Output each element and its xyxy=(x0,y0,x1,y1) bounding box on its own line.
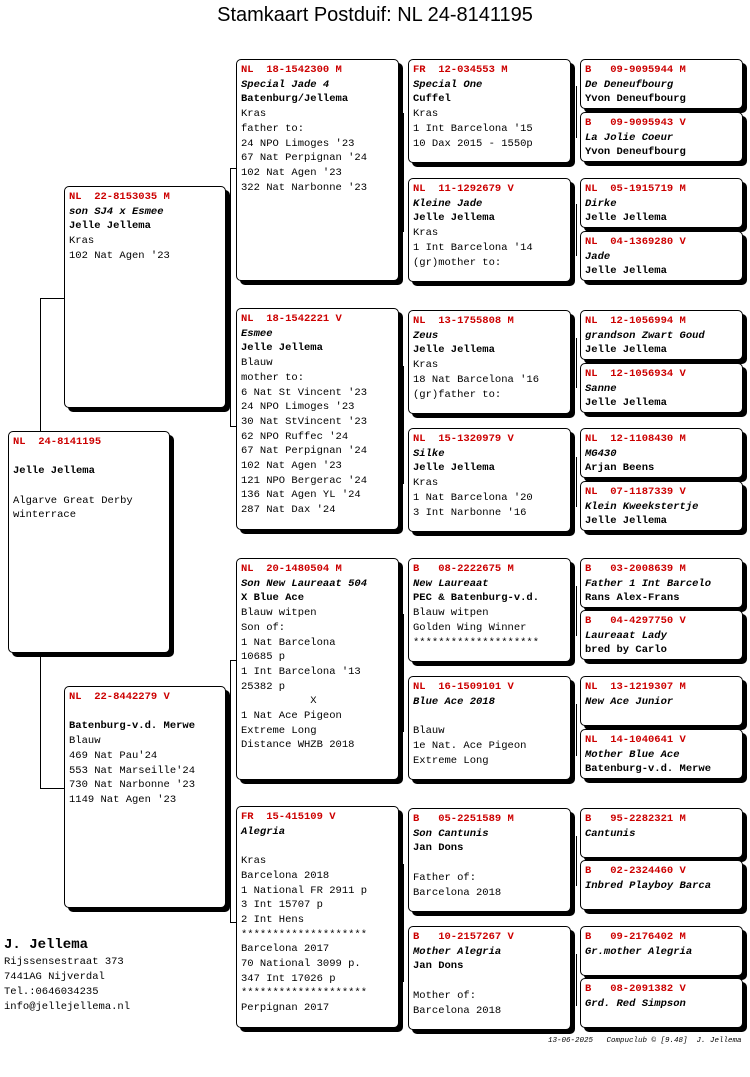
breeder-name: Jelle Jellema xyxy=(585,397,667,410)
info-line: 67 Nat Perpignan '24 xyxy=(241,152,368,165)
info-line: 1 Nat Barcelona xyxy=(241,636,336,649)
fff-card[interactable] xyxy=(408,59,571,163)
info-line: 67 Nat Perpignan '24 xyxy=(241,445,368,458)
info-line: 62 NPO Ruffec '24 xyxy=(241,430,349,443)
breeder-name: Jelle Jellema xyxy=(585,515,667,528)
breeder-name: Jelle Jellema xyxy=(413,344,495,357)
connector-line xyxy=(403,113,404,232)
mfm-card[interactable] xyxy=(408,676,571,780)
info-line: Barcelona 2017 xyxy=(241,943,330,956)
ring-number: FR 15-415109 V xyxy=(241,811,336,823)
breeder-name: Jan Dons xyxy=(413,960,464,973)
pigeon-name: Silke xyxy=(413,447,445,460)
connector-line xyxy=(576,457,577,507)
ring-number: NL 20-1480504 M xyxy=(241,563,342,575)
info-line: Barcelona 2018 xyxy=(413,886,502,899)
pigeon-name: New Ace Junior xyxy=(585,695,674,708)
info-line: 322 Nat Narbonne '23 xyxy=(241,181,368,194)
breeder-name: Yvon Deneufbourg xyxy=(585,93,686,106)
pigeon-name: Zeus xyxy=(413,329,439,342)
ring-number: NL 22-8442279 V xyxy=(69,691,170,703)
owner-city: 7441AG Nijverdal xyxy=(4,971,105,983)
connector-line xyxy=(576,586,577,636)
father-mother-card[interactable] xyxy=(236,308,399,530)
info-line: 1 Int Barcelona '15 xyxy=(413,122,533,135)
breeder-name xyxy=(585,1011,738,1026)
info-line: 30 Nat StVincent '23 xyxy=(241,415,368,428)
info-line: 1e Nat. Ace Pigeon xyxy=(413,739,527,752)
info-line: (gr)father to: xyxy=(413,388,502,401)
breeder-name: Batenburg-v.d. Merwe xyxy=(585,763,712,776)
info-line: Golden Wing Winner xyxy=(413,621,527,634)
info-line: winterrace xyxy=(13,509,77,522)
info-line: 1 Nat Ace Pigeon xyxy=(241,710,342,723)
info-line: 469 Nat Pau'24 xyxy=(69,749,158,762)
pigeon-name: New Laureaat xyxy=(413,577,489,590)
g4-card[interactable] xyxy=(580,428,743,478)
pigeon-name: Gr.mother Alegria xyxy=(585,945,693,958)
info-line: 70 National 3099 p. xyxy=(241,958,361,971)
info-line: 136 Nat Agen YL '24 xyxy=(241,489,361,502)
g4-card[interactable] xyxy=(580,860,743,910)
info-line: 1149 Nat Agen '23 xyxy=(69,793,177,806)
breeder-name: Batenburg/Jellema xyxy=(241,93,349,106)
breeder-name: Arjan Beens xyxy=(585,462,655,475)
info-line: Extreme Long xyxy=(241,724,317,737)
owner-block xyxy=(4,935,130,1015)
breeder-name xyxy=(585,959,738,974)
g4-card[interactable] xyxy=(580,310,743,360)
breeder-name xyxy=(585,841,738,856)
connector-line xyxy=(40,298,65,299)
ring-number: NL 18-1542221 V xyxy=(241,313,342,325)
ring-number: NL 14-1040641 V xyxy=(585,734,686,746)
ring-number: B 09-9095944 M xyxy=(585,64,686,76)
connector-line xyxy=(403,864,404,982)
father-father-card[interactable] xyxy=(236,59,399,281)
info-line: Kras xyxy=(241,108,267,121)
pigeon-name: Kleine Jade xyxy=(413,197,483,210)
fmm-card[interactable] xyxy=(408,428,571,532)
pigeon-name: Laureaat Lady xyxy=(585,629,667,642)
info-line: mother to: xyxy=(241,371,305,384)
mmm-card[interactable] xyxy=(408,926,571,1030)
breeder-name: Yvon Deneufbourg xyxy=(585,146,686,159)
pigeon-name: Special One xyxy=(413,78,483,91)
info-line: Kras xyxy=(413,359,439,372)
info-line: Blauw xyxy=(413,725,445,738)
info-line: Kras xyxy=(413,477,439,490)
pigeon-name: grandson Zwart Goud xyxy=(585,329,705,342)
info-line: Distance WHZB 2018 xyxy=(241,739,355,752)
ring-number: B 03-2008639 M xyxy=(585,563,686,575)
info-line: Kras xyxy=(241,855,267,868)
g4-card[interactable] xyxy=(580,729,743,779)
pigeon-name: Grd. Red Simpson xyxy=(585,997,686,1010)
ring-number: NL 13-1755808 M xyxy=(413,315,514,327)
ring-number: NL 12-1056934 V xyxy=(585,368,686,380)
pigeon-name: Inbred Playboy Barca xyxy=(585,879,712,892)
connector-line xyxy=(40,298,41,431)
pigeon-name: Special Jade 4 xyxy=(241,78,330,91)
info-line: 553 Nat Marseille'24 xyxy=(69,764,196,777)
breeder-name xyxy=(585,893,738,908)
mother-father-card[interactable] xyxy=(236,558,399,780)
connector-line xyxy=(576,954,577,1006)
info-line: Blauw witpen xyxy=(241,607,317,620)
page-title: Stamkaart Postduif: NL 24-8141195 xyxy=(217,4,533,26)
info-line xyxy=(13,450,165,465)
connector-line xyxy=(403,614,404,732)
owner-name: J. Jellema xyxy=(4,937,89,953)
info-line: 1 Nat Barcelona '20 xyxy=(413,491,533,504)
info-line: 730 Nat Narbonne '23 xyxy=(69,779,196,792)
info-line: 1 Int Barcelona '13 xyxy=(241,665,361,678)
ring-number: NL 22-8153035 M xyxy=(69,191,170,203)
info-line: Blauw xyxy=(241,357,273,370)
pigeon-name: Mother Alegria xyxy=(413,945,502,958)
connector-line xyxy=(576,836,577,886)
connector-line xyxy=(230,168,231,426)
ring-number: NL 12-1108430 M xyxy=(585,433,686,445)
breeder-name: Jelle Jellema xyxy=(413,462,495,475)
ring-number: NL 15-1320979 V xyxy=(413,433,514,445)
mff-card[interactable] xyxy=(408,558,571,662)
info-line: 102 Nat Agen '23 xyxy=(69,249,170,262)
ring-number: B 95-2282321 M xyxy=(585,813,686,825)
breeder-name: Jelle Jellema xyxy=(241,342,323,355)
ring-number: NL 24-8141195 xyxy=(13,436,102,448)
ring-number: B 08-2222675 M xyxy=(413,563,514,575)
breeder-name: PEC & Batenburg-v.d. xyxy=(413,592,540,605)
connector-line xyxy=(576,704,577,756)
breeder-name: Jelle Jellema xyxy=(413,212,495,225)
info-line: ******************** xyxy=(241,928,368,941)
info-line: Barcelona 2018 xyxy=(241,869,330,882)
info-line xyxy=(413,856,566,871)
ring-number: FR 12-034553 M xyxy=(413,64,508,76)
pigeon-name: Father 1 Int Barcelo xyxy=(585,577,712,590)
info-line: 18 Nat Barcelona '16 xyxy=(413,373,540,386)
info-line: 102 Nat Agen '23 xyxy=(241,460,342,473)
g4-card[interactable] xyxy=(580,610,743,660)
g4-card[interactable] xyxy=(580,231,743,281)
info-line: 24 NPO Limoges '23 xyxy=(241,401,355,414)
breeder-name: X Blue Ace xyxy=(241,592,305,605)
g4-card[interactable] xyxy=(580,808,743,858)
ring-number: B 05-2251589 M xyxy=(413,813,514,825)
info-line: 24 NPO Limoges '23 xyxy=(241,137,355,150)
ring-number: NL 11-1292679 V xyxy=(413,183,514,195)
fmf-card[interactable] xyxy=(408,310,571,414)
breeder-name: bred by Carlo xyxy=(585,644,667,657)
subject-card[interactable] xyxy=(8,431,170,653)
breeder-name: Batenburg-v.d. Merwe xyxy=(69,720,196,733)
pigeon-name xyxy=(69,705,221,720)
info-line: Algarve Great Derby xyxy=(13,494,133,507)
mmf-card[interactable] xyxy=(408,808,571,912)
info-line: Kras xyxy=(69,235,95,248)
ring-number: B 09-9095943 V xyxy=(585,117,686,129)
breeder-name: Jelle Jellema xyxy=(585,265,667,278)
ring-number: NL 12-1056994 M xyxy=(585,315,686,327)
ring-number: B 02-2324460 V xyxy=(585,865,686,877)
connector-line xyxy=(230,660,231,922)
info-line: 287 Nat Dax '24 xyxy=(241,504,336,517)
info-line: 10 Dax 2015 - 1550p xyxy=(413,137,533,150)
ring-number: NL 07-1187339 V xyxy=(585,486,686,498)
g4-card[interactable] xyxy=(580,363,743,413)
info-line: 3 Int 15707 p xyxy=(241,899,323,912)
info-line: 347 Int 17026 p xyxy=(241,972,336,985)
info-line: Blauw xyxy=(69,735,101,748)
breeder-name: Jelle Jellema xyxy=(69,220,151,233)
info-line: Perpignan 2017 xyxy=(241,1002,330,1015)
g4-card[interactable] xyxy=(580,676,743,726)
g4-card[interactable] xyxy=(580,978,743,1028)
info-line: Blauw witpen xyxy=(413,607,489,620)
father-card[interactable] xyxy=(64,186,226,408)
pigeon-name: Son New Laureaat 504 xyxy=(241,577,368,590)
info-line: Extreme Long xyxy=(413,754,489,767)
info-line: Kras xyxy=(413,108,439,121)
ring-number: B 09-2176402 M xyxy=(585,931,686,943)
info-line: 3 Int Narbonne '16 xyxy=(413,506,527,519)
ring-number: NL 04-1369280 V xyxy=(585,236,686,248)
info-line: ******************** xyxy=(241,987,368,1000)
ring-number: NL 13-1219307 M xyxy=(585,681,686,693)
owner-phone: Tel.:0646034235 xyxy=(4,986,99,998)
pigeon-name: Dirke xyxy=(585,197,617,210)
pigeon-name: Esmee xyxy=(241,327,273,340)
info-line: Son of: xyxy=(241,621,286,634)
info-line: father to: xyxy=(241,122,305,135)
info-line: 10685 p xyxy=(241,651,286,664)
g4-card[interactable] xyxy=(580,558,743,608)
connector-line xyxy=(403,366,404,484)
info-line xyxy=(413,974,566,989)
breeder-name: Rans Alex-Frans xyxy=(585,592,680,605)
info-line: 121 NPO Bergerac '24 xyxy=(241,474,368,487)
connector-line xyxy=(576,338,577,388)
breeder-name: Jelle Jellema xyxy=(13,465,95,478)
info-line: 102 Nat Agen '23 xyxy=(241,166,342,179)
info-line: (gr)mother to: xyxy=(413,256,502,269)
info-line: 1 Int Barcelona '14 xyxy=(413,241,533,254)
owner-address: Rijssensestraat 373 xyxy=(4,956,124,968)
pigeon-name: Jade xyxy=(585,250,611,263)
connector-line xyxy=(40,655,41,788)
g4-card[interactable] xyxy=(580,926,743,976)
mother-card[interactable] xyxy=(64,686,226,908)
breeder-name: Jelle Jellema xyxy=(585,212,667,225)
info-line: ******************** xyxy=(413,636,540,649)
info-line: 6 Nat St Vincent '23 xyxy=(241,386,368,399)
info-line: 25382 p xyxy=(241,680,286,693)
ring-number: NL 05-1915719 M xyxy=(585,183,686,195)
info-line: 1 National FR 2911 p xyxy=(241,884,368,897)
breeder-name xyxy=(241,839,394,854)
pigeon-name: Alegria xyxy=(241,825,286,838)
pigeon-name: son SJ4 x Esmee xyxy=(69,205,164,218)
pigeon-name: Sanne xyxy=(585,382,617,395)
breeder-name: Jan Dons xyxy=(413,842,464,855)
ring-number: B 10-2157267 V xyxy=(413,931,514,943)
pigeon-name: De Deneufbourg xyxy=(585,78,674,91)
g4-card[interactable] xyxy=(580,112,743,162)
g4-card[interactable] xyxy=(580,178,743,228)
breeder-name: Cuffel xyxy=(413,93,451,106)
owner-email[interactable]: info@jellejellema.nl xyxy=(4,1001,131,1013)
ring-number: B 04-4297750 V xyxy=(585,615,686,627)
g4-card[interactable] xyxy=(580,481,743,531)
pigeon-name: Mother Blue Ace xyxy=(585,748,680,761)
connector-line xyxy=(576,204,577,256)
mother-mother-card[interactable] xyxy=(236,806,399,1028)
pigeon-name: Blue Ace 2018 xyxy=(413,695,495,708)
connector-line xyxy=(40,788,65,789)
info-line: X xyxy=(241,695,317,708)
info-line: Barcelona 2018 xyxy=(413,1004,502,1017)
ring-number: NL 16-1509101 V xyxy=(413,681,514,693)
ffm-card[interactable] xyxy=(408,178,571,282)
pigeon-name: MG430 xyxy=(585,447,617,460)
footer-text: 13-06-2025 Compuclub © [9.48] J. Jellema xyxy=(548,1037,742,1045)
ring-number: B 08-2091382 V xyxy=(585,983,686,995)
info-line: 2 Int Hens xyxy=(241,913,305,926)
breeder-name xyxy=(585,709,738,724)
info-line: Mother of: xyxy=(413,989,477,1002)
pigeon-name: Son Cantunis xyxy=(413,827,489,840)
connector-line xyxy=(576,86,577,138)
pigeon-name: Cantunis xyxy=(585,827,636,840)
breeder-name: Jelle Jellema xyxy=(585,344,667,357)
ring-number: NL 18-1542300 M xyxy=(241,64,342,76)
pigeon-name: Klein Kweekstertje xyxy=(585,500,699,513)
info-line xyxy=(13,479,165,494)
pigeon-name: La Jolie Coeur xyxy=(585,131,674,144)
g4-card[interactable] xyxy=(580,59,743,109)
info-line: Father of: xyxy=(413,871,477,884)
info-line: Kras xyxy=(413,227,439,240)
breeder-name xyxy=(413,709,566,724)
